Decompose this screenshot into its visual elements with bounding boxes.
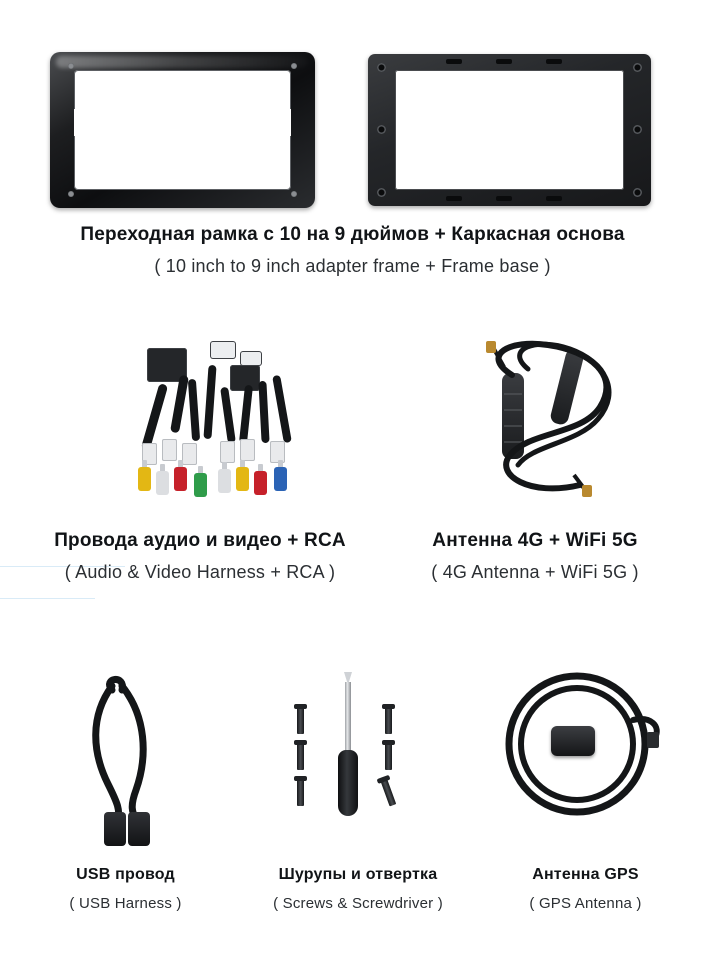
gps-connector (647, 732, 659, 748)
vent-slot (546, 59, 562, 64)
wire-label-tag (182, 443, 197, 465)
harness-wire (220, 387, 236, 444)
wire-label-tag (240, 439, 255, 461)
audio-video-harness-image (120, 335, 410, 515)
frame-screw-hole (68, 191, 74, 197)
usb-cable-path (60, 660, 240, 840)
frames-image-row (0, 22, 705, 202)
screw-head (294, 740, 307, 745)
antenna4g-caption (385, 528, 685, 585)
harness-caption-ru: Провода аудио и видео + RCA (54, 530, 346, 551)
frame-tab-right (280, 109, 291, 136)
screw (297, 744, 304, 770)
harness-wire (188, 379, 200, 441)
frames-caption-en: ( 10 inch to 9 inch adapter frame + Frame base ) (154, 256, 551, 276)
mount-hole (377, 125, 386, 134)
usb-caption-en: ( USB Harness ) (69, 895, 182, 912)
frames-caption-ru: Переходная рамка с 10 на 9 дюймов + Каркасная основа (80, 224, 625, 245)
screwdriver-shaft (345, 682, 351, 752)
harness-wire (170, 375, 189, 434)
accessories-image-row (0, 660, 705, 840)
rca-white-connector-2 (218, 469, 231, 493)
gps-antenna-puck (551, 726, 595, 756)
screws-caption (233, 862, 483, 917)
mount-hole (633, 125, 642, 134)
screw-head (377, 775, 391, 784)
screw (297, 780, 304, 806)
mount-hole (633, 63, 642, 72)
wire-label-tag (162, 439, 177, 461)
rca-yellow-connector-2 (236, 467, 249, 491)
rca-body (156, 471, 169, 495)
harness-wire (203, 365, 216, 439)
mount-hole (377, 188, 386, 197)
frame-screw-hole (291, 63, 297, 69)
frames-caption (0, 222, 705, 279)
antenna4g-caption-ru: Антенна 4G + WiFi 5G (432, 530, 638, 551)
harness-wire (239, 385, 253, 444)
rca-body (194, 473, 207, 497)
antenna-sma-plug-2 (582, 485, 592, 497)
vent-slot (546, 196, 562, 201)
harness-caption-en: ( Audio & Video Harness + RCA ) (64, 562, 336, 582)
usb-plug-b (128, 812, 150, 846)
screw (297, 708, 304, 734)
frame-base-matte-image (368, 54, 651, 206)
frame-gloss-highlight (56, 56, 308, 68)
decorative-line-left-2 (0, 598, 95, 599)
usb-plug-a (104, 812, 126, 846)
harness-antenna-image-row (0, 335, 705, 515)
screw-head (382, 704, 395, 709)
screw-head (382, 740, 395, 745)
rca-green-connector (194, 473, 207, 497)
gps-caption (483, 862, 688, 917)
vent-slot (496, 59, 512, 64)
antenna-sma-plug (486, 341, 496, 353)
vent-slot (446, 59, 462, 64)
gps-antenna-image (485, 660, 685, 840)
frame-screw-hole (68, 63, 74, 69)
screws-caption-ru: Шурупы и отвертка (278, 866, 438, 883)
mount-hole (633, 188, 642, 197)
frame-screw-hole (291, 191, 297, 197)
adapter-frame-glossy-image (50, 52, 315, 208)
rca-body (138, 467, 151, 491)
mount-hole (377, 63, 386, 72)
rca-body (254, 471, 267, 495)
harness-wire (272, 375, 292, 443)
rca-body (174, 467, 187, 491)
rca-blue-connector (274, 467, 287, 491)
rca-body (236, 467, 249, 491)
rca-red-connector-2 (254, 471, 267, 495)
usb-caption-ru: USB провод (76, 866, 175, 883)
4g-wifi-antenna-image (470, 335, 690, 515)
rca-body (218, 469, 231, 493)
screws-caption-en: ( Screws & Screwdriver ) (273, 895, 443, 912)
wire-label-tag (220, 441, 235, 463)
screw (385, 744, 392, 770)
rca-white-connector (156, 471, 169, 495)
harness-wire (258, 381, 269, 443)
antenna4g-caption-en: ( 4G Antenna + WiFi 5G ) (431, 562, 639, 582)
vent-slot (496, 196, 512, 201)
frame-opening (74, 70, 291, 190)
rca-red-connector (174, 467, 187, 491)
rca-body (274, 467, 287, 491)
antenna-cable (470, 335, 690, 515)
rca-yellow-connector (138, 467, 151, 491)
harness-white-connector (210, 341, 236, 359)
screw (385, 708, 392, 734)
gps-caption-en: ( GPS Antenna ) (529, 895, 642, 912)
frame-base-opening (395, 70, 624, 190)
screws-screwdriver-image (255, 660, 455, 840)
harness-caption (20, 528, 380, 585)
gps-caption-ru: Антенна GPS (532, 866, 639, 883)
screw (381, 780, 396, 807)
harness-white-connector-2 (240, 351, 262, 366)
screwdriver-handle (338, 750, 358, 816)
screw-head (294, 776, 307, 781)
usb-cable-image (60, 660, 240, 840)
frame-tab-left (74, 109, 85, 136)
screw-head (294, 704, 307, 709)
vent-slot (446, 196, 462, 201)
usb-caption (18, 862, 233, 917)
